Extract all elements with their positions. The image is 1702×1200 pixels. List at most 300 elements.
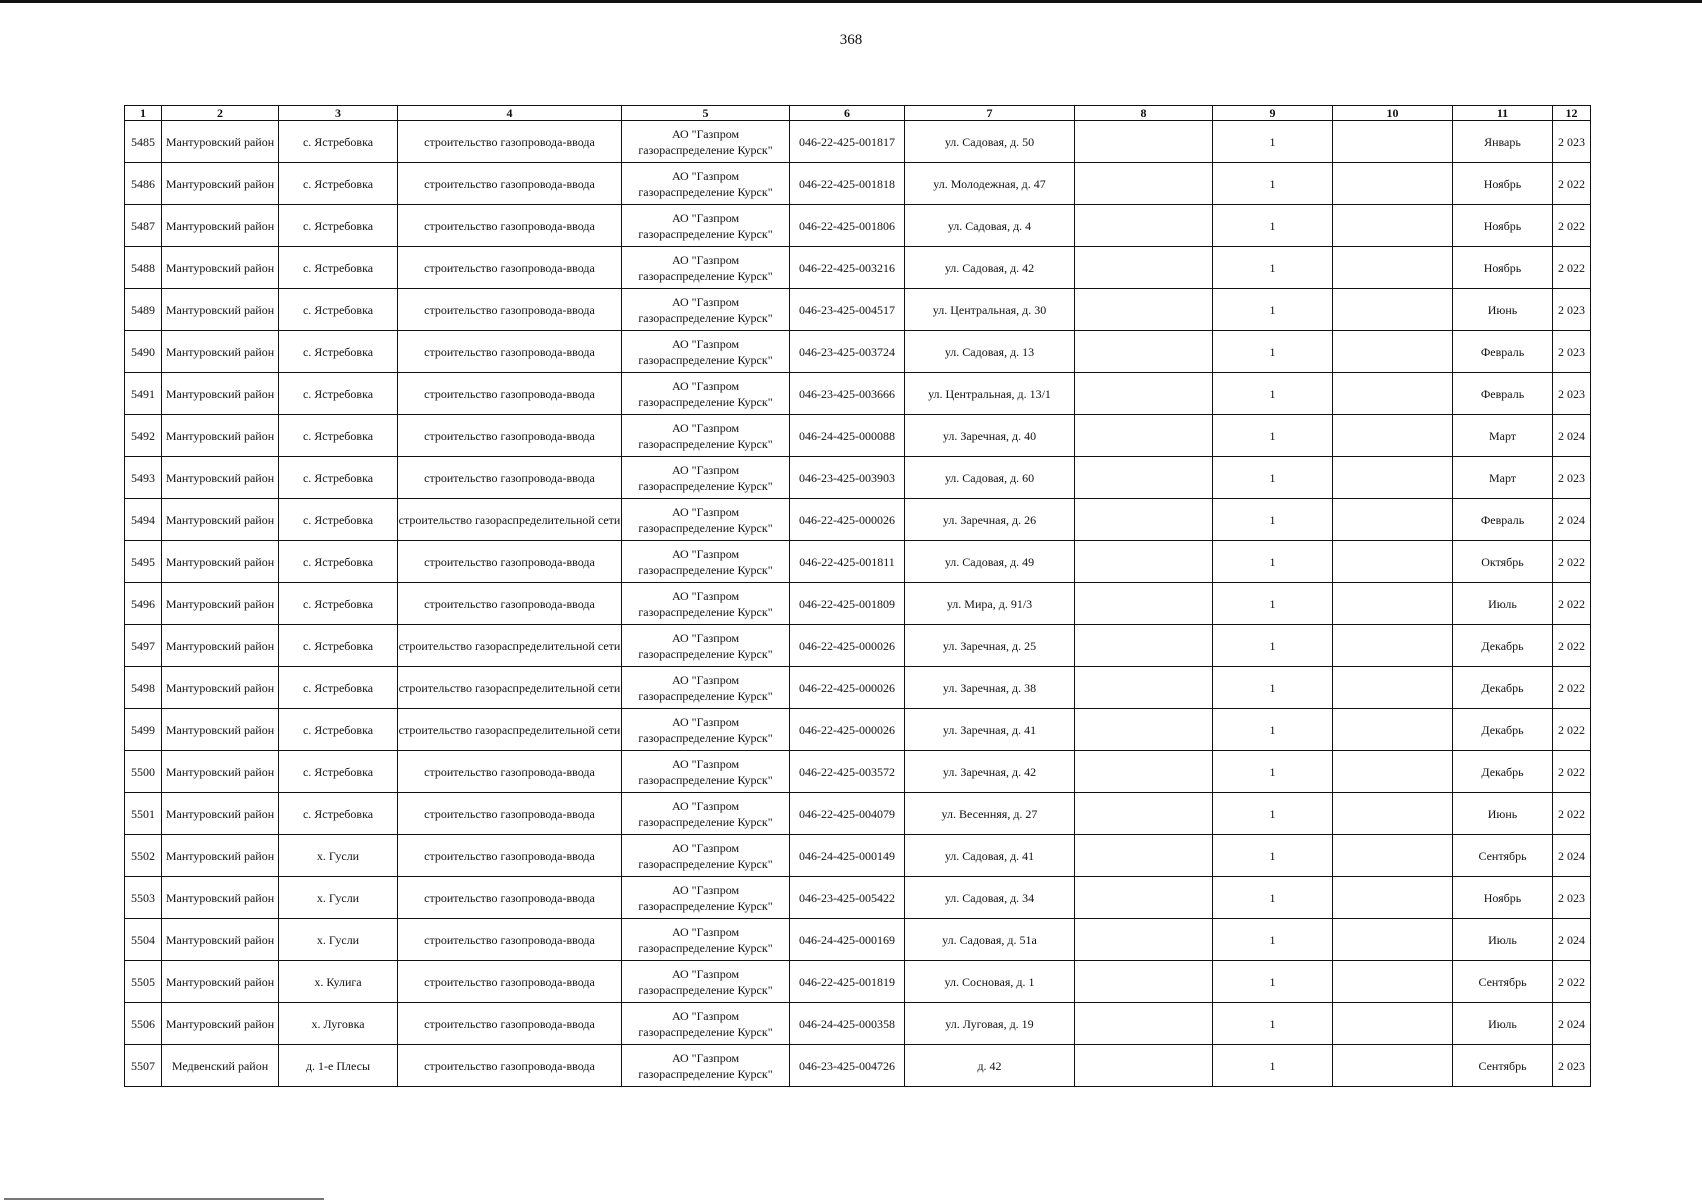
district-cell: Мантуровский район [162,583,279,625]
column-8-cell [1075,457,1213,499]
row-number-cell: 5490 [125,331,162,373]
address-cell: ул. Садовая, д. 4 [905,205,1075,247]
column-10-cell [1333,793,1453,835]
column-header-10: 10 [1333,106,1453,121]
row-number-cell: 5486 [125,163,162,205]
column-header-2: 2 [162,106,279,121]
address-cell: ул. Центральная, д. 13/1 [905,373,1075,415]
district-cell: Мантуровский район [162,1003,279,1045]
object-code-cell: 046-22-425-001817 [790,121,905,163]
work-type-cell: строительство газопровода-ввода [398,373,622,415]
settlement-cell: с. Ястребовка [279,709,398,751]
month-cell: Ноябрь [1453,877,1553,919]
table-row [125,289,1591,331]
table-row [125,331,1591,373]
count-cell: 1 [1213,1045,1333,1087]
address-cell: ул. Садовая, д. 60 [905,457,1075,499]
settlement-cell: с. Ястребовка [279,625,398,667]
object-code-cell: 046-23-425-004517 [790,289,905,331]
object-code-cell: 046-22-425-004079 [790,793,905,835]
year-cell: 2 023 [1553,331,1591,373]
table-row [125,499,1591,541]
settlement-cell: х. Луговка [279,1003,398,1045]
year-cell: 2 022 [1553,205,1591,247]
year-cell: 2 024 [1553,919,1591,961]
district-cell: Мантуровский район [162,961,279,1003]
month-cell: Сентябрь [1453,1045,1553,1087]
column-8-cell [1075,835,1213,877]
table-row [125,835,1591,877]
row-number-cell: 5492 [125,415,162,457]
month-cell: Февраль [1453,373,1553,415]
address-cell: ул. Центральная, д. 30 [905,289,1075,331]
work-type-cell: строительство газопровода-ввода [398,835,622,877]
count-cell: 1 [1213,709,1333,751]
work-type-cell: строительство газораспределительной сети [398,709,622,751]
organization-cell: АО "Газпром газораспределение Курск" [622,457,790,499]
column-8-cell [1075,1045,1213,1087]
row-number-cell: 5485 [125,121,162,163]
row-number-cell: 5491 [125,373,162,415]
count-cell: 1 [1213,751,1333,793]
count-cell: 1 [1213,415,1333,457]
count-cell: 1 [1213,877,1333,919]
settlement-cell: с. Ястребовка [279,289,398,331]
year-cell: 2 023 [1553,457,1591,499]
year-cell: 2 022 [1553,583,1591,625]
row-number-cell: 5498 [125,667,162,709]
year-cell: 2 022 [1553,625,1591,667]
month-cell: Декабрь [1453,667,1553,709]
year-cell: 2 024 [1553,415,1591,457]
settlement-cell: с. Ястребовка [279,205,398,247]
page-number: 368 [839,32,863,48]
address-cell: ул. Мира, д. 91/3 [905,583,1075,625]
work-type-cell: строительство газопровода-ввода [398,415,622,457]
year-cell: 2 023 [1553,1045,1591,1087]
object-code-cell: 046-22-425-000026 [790,709,905,751]
settlement-cell: с. Ястребовка [279,331,398,373]
year-cell: 2 022 [1553,751,1591,793]
column-10-cell [1333,121,1453,163]
settlement-cell: х. Гусли [279,919,398,961]
column-10-cell [1333,919,1453,961]
column-8-cell [1075,961,1213,1003]
settlement-cell: с. Ястребовка [279,667,398,709]
work-type-cell: строительство газораспределительной сети [398,667,622,709]
settlement-cell: с. Ястребовка [279,457,398,499]
organization-cell: АО "Газпром газораспределение Курск" [622,163,790,205]
organization-cell: АО "Газпром газораспределение Курск" [622,583,790,625]
organization-cell: АО "Газпром газораспределение Курск" [622,205,790,247]
organization-cell: АО "Газпром газораспределение Курск" [622,835,790,877]
work-type-cell: строительство газопровода-ввода [398,205,622,247]
row-number-cell: 5487 [125,205,162,247]
work-type-cell: строительство газопровода-ввода [398,121,622,163]
header-row [125,106,1591,121]
column-10-cell [1333,205,1453,247]
column-header-3: 3 [279,106,398,121]
table-row [125,667,1591,709]
address-cell: ул. Садовая, д. 42 [905,247,1075,289]
organization-cell: АО "Газпром газораспределение Курск" [622,247,790,289]
count-cell: 1 [1213,667,1333,709]
count-cell: 1 [1213,583,1333,625]
column-8-cell [1075,751,1213,793]
settlement-cell: х. Кулига [279,961,398,1003]
row-number-cell: 5495 [125,541,162,583]
organization-cell: АО "Газпром газораспределение Курск" [622,121,790,163]
month-cell: Июль [1453,583,1553,625]
month-cell: Январь [1453,121,1553,163]
year-cell: 2 024 [1553,1003,1591,1045]
work-type-cell: строительство газопровода-ввода [398,583,622,625]
district-cell: Мантуровский район [162,835,279,877]
district-cell: Мантуровский район [162,163,279,205]
count-cell: 1 [1213,247,1333,289]
row-number-cell: 5507 [125,1045,162,1087]
year-cell: 2 023 [1553,289,1591,331]
organization-cell: АО "Газпром газораспределение Курск" [622,1045,790,1087]
month-cell: Ноябрь [1453,163,1553,205]
column-8-cell [1075,205,1213,247]
column-10-cell [1333,289,1453,331]
work-type-cell: строительство газопровода-ввода [398,1003,622,1045]
year-cell: 2 023 [1553,121,1591,163]
column-header-12: 12 [1553,106,1591,121]
column-10-cell [1333,1045,1453,1087]
settlement-cell: х. Гусли [279,835,398,877]
work-type-cell: строительство газораспределительной сети [398,625,622,667]
work-type-cell: строительство газопровода-ввода [398,289,622,331]
count-cell: 1 [1213,919,1333,961]
column-10-cell [1333,331,1453,373]
district-cell: Мантуровский район [162,793,279,835]
object-code-cell: 046-22-425-000026 [790,499,905,541]
column-8-cell [1075,289,1213,331]
count-cell: 1 [1213,961,1333,1003]
address-cell: ул. Садовая, д. 34 [905,877,1075,919]
month-cell: Декабрь [1453,751,1553,793]
object-code-cell: 046-23-425-005422 [790,877,905,919]
work-type-cell: строительство газопровода-ввода [398,331,622,373]
row-number-cell: 5502 [125,835,162,877]
table-row [125,961,1591,1003]
settlement-cell: с. Ястребовка [279,583,398,625]
district-cell: Мантуровский район [162,415,279,457]
address-cell: д. 42 [905,1045,1075,1087]
row-number-cell: 5493 [125,457,162,499]
count-cell: 1 [1213,331,1333,373]
address-cell: ул. Весенняя, д. 27 [905,793,1075,835]
row-number-cell: 5506 [125,1003,162,1045]
settlement-cell: с. Ястребовка [279,751,398,793]
column-header-7: 7 [905,106,1075,121]
table-row [125,793,1591,835]
column-8-cell [1075,373,1213,415]
row-number-cell: 5501 [125,793,162,835]
column-header-6: 6 [790,106,905,121]
work-type-cell: строительство газораспределительной сети [398,499,622,541]
month-cell: Октябрь [1453,541,1553,583]
work-type-cell: строительство газопровода-ввода [398,1045,622,1087]
year-cell: 2 022 [1553,163,1591,205]
organization-cell: АО "Газпром газораспределение Курск" [622,625,790,667]
count-cell: 1 [1213,373,1333,415]
district-cell: Мантуровский район [162,625,279,667]
year-cell: 2 024 [1553,499,1591,541]
column-header-9: 9 [1213,106,1333,121]
table-row [125,877,1591,919]
month-cell: Февраль [1453,331,1553,373]
row-number-cell: 5488 [125,247,162,289]
column-10-cell [1333,877,1453,919]
organization-cell: АО "Газпром газораспределение Курск" [622,415,790,457]
year-cell: 2 022 [1553,667,1591,709]
column-10-cell [1333,163,1453,205]
count-cell: 1 [1213,163,1333,205]
year-cell: 2 022 [1553,247,1591,289]
table-row [125,415,1591,457]
district-cell: Мантуровский район [162,457,279,499]
organization-cell: АО "Газпром газораспределение Курск" [622,751,790,793]
object-code-cell: 046-23-425-003724 [790,331,905,373]
work-type-cell: строительство газопровода-ввода [398,877,622,919]
row-number-cell: 5504 [125,919,162,961]
month-cell: Июль [1453,1003,1553,1045]
address-cell: ул. Сосновая, д. 1 [905,961,1075,1003]
row-number-cell: 5496 [125,583,162,625]
month-cell: Ноябрь [1453,205,1553,247]
column-8-cell [1075,499,1213,541]
year-cell: 2 023 [1553,373,1591,415]
column-10-cell [1333,541,1453,583]
column-8-cell [1075,793,1213,835]
organization-cell: АО "Газпром газораспределение Курск" [622,541,790,583]
address-cell: ул. Садовая, д. 41 [905,835,1075,877]
column-10-cell [1333,415,1453,457]
count-cell: 1 [1213,835,1333,877]
work-type-cell: строительство газопровода-ввода [398,793,622,835]
organization-cell: АО "Газпром газораспределение Курск" [622,1003,790,1045]
column-header-1: 1 [125,106,162,121]
column-8-cell [1075,247,1213,289]
column-header-4: 4 [398,106,622,121]
work-type-cell: строительство газопровода-ввода [398,457,622,499]
column-10-cell [1333,961,1453,1003]
top-border-line [0,0,1702,3]
object-code-cell: 046-23-425-003666 [790,373,905,415]
count-cell: 1 [1213,121,1333,163]
organization-cell: АО "Газпром газораспределение Курск" [622,793,790,835]
year-cell: 2 024 [1553,835,1591,877]
row-number-cell: 5489 [125,289,162,331]
month-cell: Март [1453,415,1553,457]
work-type-cell: строительство газопровода-ввода [398,961,622,1003]
object-code-cell: 046-22-425-001819 [790,961,905,1003]
work-type-cell: строительство газопровода-ввода [398,919,622,961]
object-code-cell: 046-22-425-001809 [790,583,905,625]
settlement-cell: с. Ястребовка [279,541,398,583]
district-cell: Мантуровский район [162,289,279,331]
row-number-cell: 5500 [125,751,162,793]
object-code-cell: 046-24-425-000088 [790,415,905,457]
object-code-cell: 046-22-425-000026 [790,625,905,667]
column-8-cell [1075,415,1213,457]
column-10-cell [1333,499,1453,541]
organization-cell: АО "Газпром газораспределение Курск" [622,667,790,709]
table-row [125,751,1591,793]
column-10-cell [1333,583,1453,625]
count-cell: 1 [1213,625,1333,667]
row-number-cell: 5494 [125,499,162,541]
object-code-cell: 046-23-425-004726 [790,1045,905,1087]
organization-cell: АО "Газпром газораспределение Курск" [622,961,790,1003]
table-row [125,205,1591,247]
month-cell: Март [1453,457,1553,499]
column-10-cell [1333,835,1453,877]
address-cell: ул. Садовая, д. 13 [905,331,1075,373]
column-8-cell [1075,919,1213,961]
table-row [125,625,1591,667]
district-cell: Мантуровский район [162,331,279,373]
settlement-cell: с. Ястребовка [279,163,398,205]
year-cell: 2 022 [1553,793,1591,835]
object-code-cell: 046-22-425-003216 [790,247,905,289]
month-cell: Июнь [1453,793,1553,835]
district-cell: Мантуровский район [162,877,279,919]
column-8-cell [1075,541,1213,583]
object-code-cell: 046-22-425-003572 [790,751,905,793]
year-cell: 2 023 [1553,877,1591,919]
table-row [125,709,1591,751]
table-row [125,373,1591,415]
row-number-cell: 5499 [125,709,162,751]
work-type-cell: строительство газопровода-ввода [398,541,622,583]
count-cell: 1 [1213,289,1333,331]
column-8-cell [1075,163,1213,205]
address-cell: ул. Заречная, д. 26 [905,499,1075,541]
district-cell: Мантуровский район [162,499,279,541]
year-cell: 2 022 [1553,541,1591,583]
table-row [125,541,1591,583]
column-header-8: 8 [1075,106,1213,121]
table-row [125,457,1591,499]
settlement-cell: с. Ястребовка [279,247,398,289]
table-row [125,583,1591,625]
settlement-cell: х. Гусли [279,877,398,919]
column-8-cell [1075,121,1213,163]
object-code-cell: 046-24-425-000149 [790,835,905,877]
settlement-cell: с. Ястребовка [279,415,398,457]
column-10-cell [1333,667,1453,709]
settlement-cell: с. Ястребовка [279,373,398,415]
month-cell: Декабрь [1453,709,1553,751]
count-cell: 1 [1213,457,1333,499]
settlement-cell: с. Ястребовка [279,121,398,163]
month-cell: Сентябрь [1453,961,1553,1003]
district-cell: Мантуровский район [162,709,279,751]
column-10-cell [1333,709,1453,751]
work-type-cell: строительство газопровода-ввода [398,751,622,793]
column-header-11: 11 [1453,106,1553,121]
district-cell: Мантуровский район [162,751,279,793]
table-row [125,247,1591,289]
column-10-cell [1333,247,1453,289]
address-cell: ул. Садовая, д. 50 [905,121,1075,163]
table-row [125,121,1591,163]
object-code-cell: 046-22-425-000026 [790,667,905,709]
district-cell: Мантуровский район [162,247,279,289]
table-row [125,1045,1591,1087]
column-8-cell [1075,331,1213,373]
object-code-cell: 046-22-425-001806 [790,205,905,247]
column-8-cell [1075,877,1213,919]
count-cell: 1 [1213,541,1333,583]
address-cell: ул. Молодежная, д. 47 [905,163,1075,205]
column-header-5: 5 [622,106,790,121]
address-cell: ул. Луговая, д. 19 [905,1003,1075,1045]
column-8-cell [1075,667,1213,709]
address-cell: ул. Садовая, д. 49 [905,541,1075,583]
count-cell: 1 [1213,793,1333,835]
table-row [125,163,1591,205]
settlement-cell: с. Ястребовка [279,793,398,835]
month-cell: Февраль [1453,499,1553,541]
column-8-cell [1075,1003,1213,1045]
month-cell: Июль [1453,919,1553,961]
column-10-cell [1333,751,1453,793]
month-cell: Декабрь [1453,625,1553,667]
table-body [125,121,1591,1087]
address-cell: ул. Заречная, д. 25 [905,625,1075,667]
address-cell: ул. Заречная, д. 41 [905,709,1075,751]
column-10-cell [1333,625,1453,667]
work-type-cell: строительство газопровода-ввода [398,163,622,205]
address-cell: ул. Заречная, д. 42 [905,751,1075,793]
count-cell: 1 [1213,499,1333,541]
year-cell: 2 022 [1553,961,1591,1003]
organization-cell: АО "Газпром газораспределение Курск" [622,331,790,373]
organization-cell: АО "Газпром газораспределение Курск" [622,877,790,919]
organization-cell: АО "Газпром газораспределение Курск" [622,499,790,541]
table-row [125,1003,1591,1045]
column-8-cell [1075,709,1213,751]
organization-cell: АО "Газпром газораспределение Курск" [622,373,790,415]
organization-cell: АО "Газпром газораспределение Курск" [622,919,790,961]
count-cell: 1 [1213,205,1333,247]
row-number-cell: 5505 [125,961,162,1003]
object-code-cell: 046-24-425-000358 [790,1003,905,1045]
district-cell: Мантуровский район [162,121,279,163]
district-cell: Мантуровский район [162,667,279,709]
work-type-cell: строительство газопровода-ввода [398,247,622,289]
object-code-cell: 046-23-425-003903 [790,457,905,499]
column-8-cell [1075,625,1213,667]
object-code-cell: 046-22-425-001811 [790,541,905,583]
object-code-cell: 046-22-425-001818 [790,163,905,205]
district-cell: Мантуровский район [162,541,279,583]
address-cell: ул. Заречная, д. 38 [905,667,1075,709]
register-table [124,105,1591,1087]
object-code-cell: 046-24-425-000169 [790,919,905,961]
year-cell: 2 022 [1553,709,1591,751]
district-cell: Мантуровский район [162,205,279,247]
column-10-cell [1333,373,1453,415]
district-cell: Медвенский район [162,1045,279,1087]
month-cell: Июнь [1453,289,1553,331]
row-number-cell: 5497 [125,625,162,667]
